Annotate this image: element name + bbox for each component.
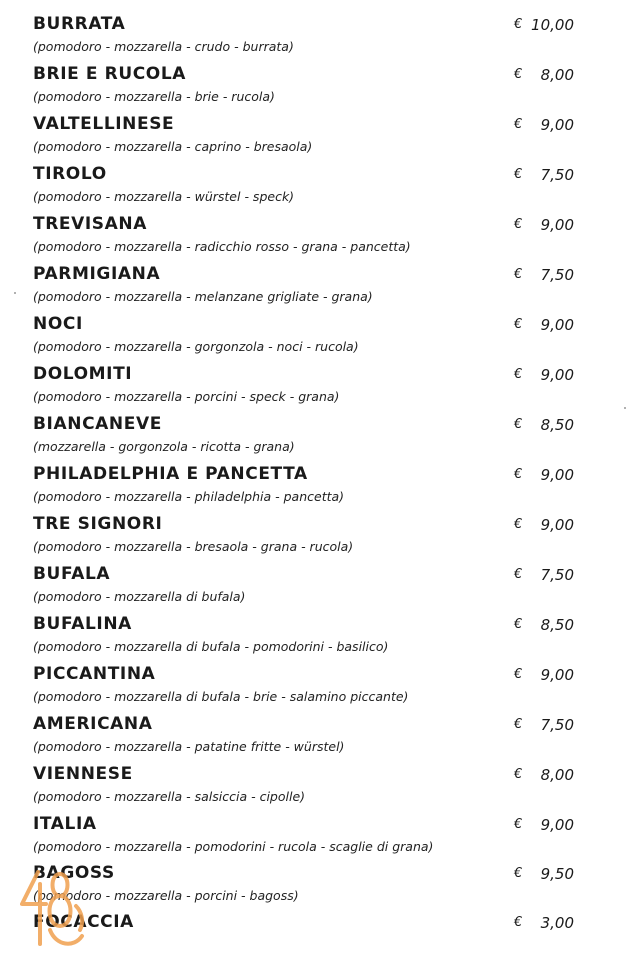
currency-symbol: € [514, 517, 523, 532]
currency-symbol: € [514, 117, 523, 132]
menu-item [0, 462, 644, 512]
menu-item-price: 7,50 [540, 266, 574, 284]
menu-item-ingredients: (pomodoro - mozzarella di bufala - brie - salamino piccante) [33, 689, 409, 704]
menu-item-name: BIANCANEVE [33, 414, 162, 434]
menu-item-name: PARMIGIANA [33, 264, 161, 284]
menu-item-price: 3,00 [540, 914, 574, 932]
currency-symbol: € [514, 617, 523, 632]
scan-speck [14, 292, 16, 294]
menu-item-ingredients: (pomodoro - mozzarella - crudo - burrata) [33, 39, 294, 54]
restaurant-logo-icon [16, 866, 88, 950]
menu-item [0, 712, 644, 762]
menu-item-price: 8,00 [540, 766, 574, 784]
menu-item-name: BUFALA [33, 564, 111, 584]
currency-symbol: € [514, 667, 523, 682]
menu-item-price: 9,00 [540, 366, 574, 384]
menu-item-name: BURRATA [33, 14, 126, 34]
currency-symbol: € [514, 167, 523, 182]
menu-item-ingredients: (pomodoro - mozzarella - salsiccia - cipolle) [33, 789, 306, 804]
menu-item-price: 8,50 [540, 416, 574, 434]
menu-item-ingredients: (pomodoro - mozzarella - pomodorini - rucola - scaglie di grana) [33, 839, 434, 854]
menu-item-price: 9,00 [540, 116, 574, 134]
menu-item-name: BAGOSS [33, 863, 115, 883]
menu-item [0, 112, 644, 162]
currency-symbol: € [514, 866, 523, 881]
currency-symbol: € [514, 267, 523, 282]
menu-item [0, 861, 644, 911]
menu-item-price: 7,50 [540, 166, 574, 184]
menu-item-price: 8,00 [540, 66, 574, 84]
menu-item-name: ITALIA [33, 814, 97, 834]
menu-item [0, 12, 644, 62]
menu-item-price: 9,00 [540, 316, 574, 334]
menu-item-price: 7,50 [540, 566, 574, 584]
menu-item-name: DOLOMITI [33, 364, 133, 384]
menu-item-name: BRIE E RUCOLA [33, 64, 187, 84]
menu-item [0, 662, 644, 712]
currency-symbol: € [514, 367, 523, 382]
menu-item [0, 562, 644, 612]
menu-item [0, 162, 644, 212]
menu-item-ingredients: (pomodoro - mozzarella - philadelphia - pancetta) [33, 489, 345, 504]
menu-item-name: TRE SIGNORI [33, 514, 163, 534]
currency-symbol: € [514, 17, 523, 32]
menu-item-price: 9,00 [540, 666, 574, 684]
menu-item [0, 762, 644, 812]
menu-item-name: VIENNESE [33, 764, 133, 784]
menu-item-name: TREVISANA [33, 214, 147, 234]
scan-speck [624, 407, 626, 409]
currency-symbol: € [514, 817, 523, 832]
currency-symbol: € [514, 717, 523, 732]
menu-item [0, 612, 644, 662]
menu-item [0, 262, 644, 312]
menu-item-name: VALTELLINESE [33, 114, 175, 134]
menu-item-ingredients: (pomodoro - mozzarella - würstel - speck) [33, 189, 295, 204]
menu-item-ingredients: (pomodoro - mozzarella - radicchio rosso - grana - pancetta) [33, 239, 411, 254]
menu-item-name: PICCANTINA [33, 664, 156, 684]
menu-item-name: TIROLO [33, 164, 107, 184]
menu-item-name: NOCI [33, 314, 83, 334]
menu-item-ingredients: (mozzarella - gorgonzola - ricotta - grana) [33, 439, 295, 454]
menu-item-price: 9,00 [540, 516, 574, 534]
menu-item-ingredients: (pomodoro - mozzarella - melanzane grigliate - grana) [33, 289, 373, 304]
menu-item-name: PHILADELPHIA E PANCETTA [33, 464, 308, 484]
currency-symbol: € [514, 317, 523, 332]
menu-item-ingredients: (pomodoro - mozzarella - brie - rucola) [33, 89, 275, 104]
currency-symbol: € [514, 915, 523, 930]
menu-item-name: FOCACCIA [33, 912, 134, 932]
menu-item-ingredients: (pomodoro - mozzarella - bresaola - grana - rucola) [33, 539, 354, 554]
menu-item-price: 9,00 [540, 816, 574, 834]
menu-item-price: 8,50 [540, 616, 574, 634]
menu-item-price: 9,00 [540, 466, 574, 484]
menu-item-price: 9,50 [540, 865, 574, 883]
menu-item [0, 62, 644, 112]
menu-item-ingredients: (pomodoro - mozzarella di bufala - pomodorini - basilico) [33, 639, 389, 654]
menu-item-price: 9,00 [540, 216, 574, 234]
menu-item [0, 362, 644, 412]
menu-item-ingredients: (pomodoro - mozzarella - gorgonzola - noci - rucola) [33, 339, 359, 354]
menu-item-ingredients: (pomodoro - mozzarella - patatine fritte - würstel) [33, 739, 345, 754]
currency-symbol: € [514, 417, 523, 432]
menu-item-name: AMERICANA [33, 714, 153, 734]
menu-item-ingredients: (pomodoro - mozzarella - caprino - bresaola) [33, 139, 313, 154]
menu-item [0, 512, 644, 562]
menu-item [0, 812, 644, 862]
menu-item [0, 312, 644, 362]
menu-item-ingredients: (pomodoro - mozzarella - porcini - speck - grana) [33, 389, 340, 404]
currency-symbol: € [514, 467, 523, 482]
menu-item [0, 910, 644, 960]
menu-item-ingredients: (pomodoro - mozzarella - porcini - bagoss) [33, 888, 299, 903]
menu-item-price: 7,50 [540, 716, 574, 734]
currency-symbol: € [514, 217, 523, 232]
currency-symbol: € [514, 567, 523, 582]
menu-item-ingredients: (pomodoro - mozzarella di bufala) [33, 589, 246, 604]
menu-item-name: BUFALINA [33, 614, 132, 634]
currency-symbol: € [514, 767, 523, 782]
menu-item [0, 412, 644, 462]
menu-item [0, 212, 644, 262]
menu-item-price: 10,00 [531, 16, 574, 34]
currency-symbol: € [514, 67, 523, 82]
